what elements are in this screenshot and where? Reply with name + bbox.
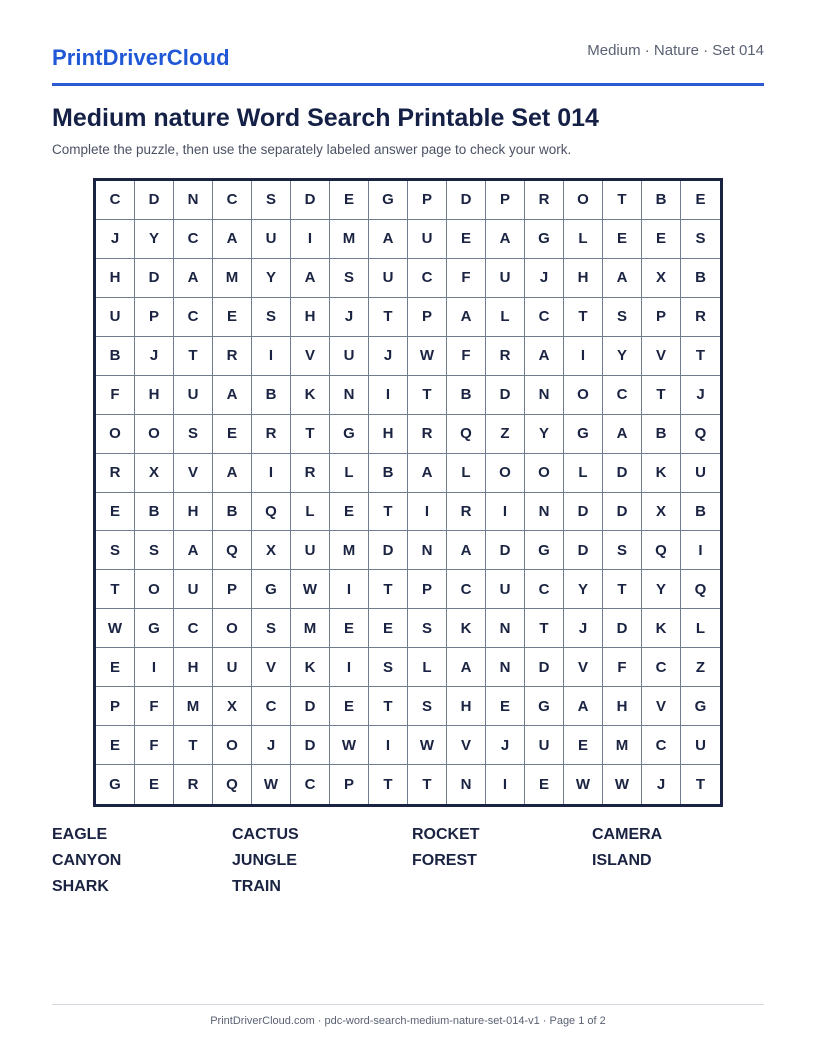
grid-cell: T xyxy=(369,298,408,337)
grid-cell: R xyxy=(486,337,525,376)
grid-cell: E xyxy=(330,609,369,648)
grid-cell: P xyxy=(642,298,681,337)
grid-cell: A xyxy=(564,687,603,726)
grid-cell: T xyxy=(525,609,564,648)
grid-cell: T xyxy=(96,570,135,609)
grid-cell: E xyxy=(642,220,681,259)
grid-cell: A xyxy=(525,337,564,376)
grid-cell: I xyxy=(291,220,330,259)
grid-cell: A xyxy=(603,259,642,298)
grid-cell: T xyxy=(291,415,330,454)
puzzle-meta: Medium · Nature · Set 014 xyxy=(587,42,764,59)
grid-cell: M xyxy=(603,726,642,765)
grid-cell: B xyxy=(252,376,291,415)
grid-cell: P xyxy=(486,181,525,220)
grid-cell: L xyxy=(564,220,603,259)
grid-cell: L xyxy=(408,648,447,687)
grid-cell: J xyxy=(369,337,408,376)
grid-cell: K xyxy=(447,609,486,648)
grid-cell: N xyxy=(447,765,486,804)
grid-cell: R xyxy=(447,493,486,532)
grid-cell: F xyxy=(135,726,174,765)
word-list-item: CACTUS xyxy=(232,826,299,843)
grid-cell: F xyxy=(603,648,642,687)
grid-cell: S xyxy=(408,687,447,726)
grid-cell: B xyxy=(213,493,252,532)
grid-cell: W xyxy=(408,337,447,376)
grid-cell: T xyxy=(603,570,642,609)
grid-cell: B xyxy=(642,181,681,220)
grid-cell: O xyxy=(525,454,564,493)
grid-cell: Q xyxy=(681,570,720,609)
grid-cell: Y xyxy=(252,259,291,298)
grid-cell: I xyxy=(369,376,408,415)
grid-cell: L xyxy=(447,454,486,493)
grid-cell: G xyxy=(525,220,564,259)
grid-cell: G xyxy=(96,765,135,804)
grid-cell: A xyxy=(603,415,642,454)
grid-cell: C xyxy=(291,765,330,804)
grid-cell: H xyxy=(603,687,642,726)
grid-cell: L xyxy=(486,298,525,337)
grid-cell: A xyxy=(447,648,486,687)
grid-cell: A xyxy=(174,531,213,570)
grid-cell: W xyxy=(603,765,642,804)
grid-cell: E xyxy=(330,687,369,726)
grid-cell: V xyxy=(642,687,681,726)
grid-cell: E xyxy=(330,493,369,532)
grid-cell: W xyxy=(564,765,603,804)
grid-cell: H xyxy=(174,648,213,687)
grid-cell: D xyxy=(291,726,330,765)
grid-cell: P xyxy=(135,298,174,337)
grid-cell: S xyxy=(135,531,174,570)
grid-cell: D xyxy=(369,531,408,570)
grid-cell: X xyxy=(252,531,291,570)
grid-cell: K xyxy=(291,648,330,687)
grid-cell: I xyxy=(408,493,447,532)
grid-cell: J xyxy=(486,726,525,765)
grid-cell: Y xyxy=(603,337,642,376)
grid-cell: S xyxy=(330,259,369,298)
grid-cell: N xyxy=(486,609,525,648)
grid-cell: A xyxy=(369,220,408,259)
grid-cell: U xyxy=(525,726,564,765)
grid-cell: O xyxy=(213,609,252,648)
grid-cell: T xyxy=(681,337,720,376)
grid-cell: T xyxy=(369,493,408,532)
grid-cell: D xyxy=(135,181,174,220)
grid-cell: R xyxy=(525,181,564,220)
grid-cell: X xyxy=(135,454,174,493)
grid-cell: U xyxy=(330,337,369,376)
grid-cell: L xyxy=(291,493,330,532)
grid-cell: N xyxy=(408,531,447,570)
grid-cell: B xyxy=(447,376,486,415)
grid-cell: J xyxy=(525,259,564,298)
grid-cell: O xyxy=(564,181,603,220)
grid-cell: Q xyxy=(447,415,486,454)
grid-cell: P xyxy=(96,687,135,726)
page-header xyxy=(52,36,764,86)
grid-cell: T xyxy=(408,376,447,415)
grid-cell: R xyxy=(174,765,213,804)
grid-cell: Z xyxy=(681,648,720,687)
grid-cell: O xyxy=(213,726,252,765)
grid-cell: J xyxy=(681,376,720,415)
grid-cell: G xyxy=(525,687,564,726)
grid-cell: S xyxy=(408,609,447,648)
grid-cell: E xyxy=(369,609,408,648)
grid-cell: R xyxy=(252,415,291,454)
grid-cell: K xyxy=(291,376,330,415)
grid-cell: G xyxy=(369,181,408,220)
word-list-item: TRAIN xyxy=(232,878,281,895)
word-list-item: EAGLE xyxy=(52,826,108,843)
grid-cell: J xyxy=(642,765,681,804)
word-list-item: SHARK xyxy=(52,878,109,895)
grid-cell: U xyxy=(369,259,408,298)
grid-cell: A xyxy=(174,259,213,298)
grid-cell: D xyxy=(603,454,642,493)
grid-cell: T xyxy=(603,181,642,220)
grid-cell: R xyxy=(96,454,135,493)
grid-cell: U xyxy=(291,531,330,570)
grid-cell: H xyxy=(96,259,135,298)
grid-cell: C xyxy=(213,181,252,220)
grid-cell: F xyxy=(135,687,174,726)
grid-cell: I xyxy=(681,531,720,570)
page-title: Medium nature Word Search Printable Set 014 xyxy=(52,104,599,132)
grid-cell: D xyxy=(486,531,525,570)
grid-cell: J xyxy=(252,726,291,765)
grid-cell: B xyxy=(135,493,174,532)
grid-cell: E xyxy=(213,298,252,337)
word-list xyxy=(52,825,772,903)
grid-cell: X xyxy=(642,493,681,532)
grid-cell: A xyxy=(447,298,486,337)
grid-cell: A xyxy=(486,220,525,259)
grid-cell: E xyxy=(213,415,252,454)
grid-cell: I xyxy=(486,493,525,532)
grid-cell: J xyxy=(135,337,174,376)
grid-cell: M xyxy=(291,609,330,648)
grid-cell: D xyxy=(486,376,525,415)
grid-cell: S xyxy=(96,531,135,570)
grid-cell: N xyxy=(525,493,564,532)
grid-cell: E xyxy=(330,181,369,220)
grid-cell: T xyxy=(369,687,408,726)
grid-cell: Y xyxy=(525,415,564,454)
grid-cell: L xyxy=(681,609,720,648)
grid-cell: O xyxy=(486,454,525,493)
grid-cell: M xyxy=(330,220,369,259)
grid-cell: I xyxy=(369,726,408,765)
grid-cell: E xyxy=(96,493,135,532)
grid-cell: H xyxy=(564,259,603,298)
grid-cell: A xyxy=(408,454,447,493)
grid-cell: D xyxy=(564,493,603,532)
grid-cell: E xyxy=(135,765,174,804)
grid-cell: T xyxy=(564,298,603,337)
grid-cell: E xyxy=(486,687,525,726)
grid-cell: A xyxy=(447,531,486,570)
grid-cell: D xyxy=(603,609,642,648)
grid-cell: G xyxy=(135,609,174,648)
grid-cell: Y xyxy=(642,570,681,609)
grid-cell: C xyxy=(252,687,291,726)
grid-cell: S xyxy=(252,298,291,337)
grid-cell: N xyxy=(330,376,369,415)
grid-cell: Q xyxy=(681,415,720,454)
word-list-item: CAMERA xyxy=(592,826,663,843)
grid-cell: D xyxy=(564,531,603,570)
grid-cell: O xyxy=(564,376,603,415)
grid-cell: R xyxy=(291,454,330,493)
grid-cell: Q xyxy=(642,531,681,570)
grid-cell: L xyxy=(564,454,603,493)
grid-cell: W xyxy=(291,570,330,609)
page-subtitle: Complete the puzzle, then use the separately labeled answer page to check your work. xyxy=(52,142,572,157)
word-list-item: ISLAND xyxy=(592,852,652,869)
grid-cell: K xyxy=(642,454,681,493)
word-list-item: FOREST xyxy=(412,852,477,869)
grid-cell: U xyxy=(681,454,720,493)
grid-cell: U xyxy=(408,220,447,259)
grid-cell: O xyxy=(135,570,174,609)
grid-cell: Q xyxy=(252,493,291,532)
grid-cell: I xyxy=(252,454,291,493)
grid-cell: U xyxy=(486,259,525,298)
grid-cell: A xyxy=(213,220,252,259)
grid-cell: I xyxy=(486,765,525,804)
grid-cell: H xyxy=(447,687,486,726)
grid-cell: P xyxy=(213,570,252,609)
grid-cell: F xyxy=(447,337,486,376)
grid-cell: W xyxy=(252,765,291,804)
grid-cell: S xyxy=(174,415,213,454)
grid-cell: V xyxy=(642,337,681,376)
grid-cell: P xyxy=(408,181,447,220)
grid-cell: G xyxy=(525,531,564,570)
grid-cell: Y xyxy=(135,220,174,259)
grid-cell: C xyxy=(642,726,681,765)
grid-cell: Q xyxy=(213,765,252,804)
grid-cell: U xyxy=(681,726,720,765)
grid-cell: O xyxy=(135,415,174,454)
grid-cell: E xyxy=(96,648,135,687)
grid-cell: W xyxy=(96,609,135,648)
grid-cell: E xyxy=(525,765,564,804)
grid-cell: V xyxy=(447,726,486,765)
grid-cell: E xyxy=(681,181,720,220)
grid-cell: T xyxy=(642,376,681,415)
grid-cell: H xyxy=(174,493,213,532)
grid-cell: S xyxy=(369,648,408,687)
grid-cell: E xyxy=(564,726,603,765)
grid-cell: I xyxy=(564,337,603,376)
grid-cell: O xyxy=(96,415,135,454)
grid-cell: A xyxy=(213,376,252,415)
grid-cell: H xyxy=(369,415,408,454)
grid-cell: K xyxy=(642,609,681,648)
grid-cell: Z xyxy=(486,415,525,454)
grid-cell: U xyxy=(174,570,213,609)
grid-cell: T xyxy=(408,765,447,804)
grid-cell: B xyxy=(681,493,720,532)
grid-cell: B xyxy=(681,259,720,298)
grid-cell: J xyxy=(330,298,369,337)
grid-cell: D xyxy=(291,687,330,726)
grid-cell: I xyxy=(330,648,369,687)
word-list-item: CANYON xyxy=(52,852,122,869)
grid-cell: P xyxy=(408,298,447,337)
grid-cell: N xyxy=(486,648,525,687)
grid-cell: N xyxy=(174,181,213,220)
grid-cell: D xyxy=(525,648,564,687)
word-list-item: ROCKET xyxy=(412,826,480,843)
grid-cell: C xyxy=(408,259,447,298)
grid-cell: U xyxy=(486,570,525,609)
grid-cell: G xyxy=(330,415,369,454)
grid-cell: R xyxy=(213,337,252,376)
grid-cell: T xyxy=(174,337,213,376)
grid-cell: H xyxy=(291,298,330,337)
brand-logo-text: PrintDriverCloud xyxy=(52,45,230,70)
grid-cell: S xyxy=(252,609,291,648)
grid-cell: C xyxy=(525,298,564,337)
grid-cell: T xyxy=(369,765,408,804)
grid-cell: S xyxy=(603,298,642,337)
grid-cell: W xyxy=(408,726,447,765)
grid-cell: P xyxy=(330,765,369,804)
word-search-grid xyxy=(93,178,723,807)
grid-cell: T xyxy=(174,726,213,765)
grid-cell: C xyxy=(174,609,213,648)
grid-cell: R xyxy=(408,415,447,454)
grid-cell: R xyxy=(681,298,720,337)
grid-cell: S xyxy=(603,531,642,570)
grid-cell: N xyxy=(525,376,564,415)
grid-cell: U xyxy=(96,298,135,337)
grid-cell: S xyxy=(681,220,720,259)
grid-cell: M xyxy=(213,259,252,298)
grid-cell: J xyxy=(564,609,603,648)
grid-cell: I xyxy=(135,648,174,687)
grid-cell: D xyxy=(447,181,486,220)
grid-cell: D xyxy=(135,259,174,298)
grid-cell: B xyxy=(642,415,681,454)
page-footer: PrintDriverCloud.com · pdc-word-search-medium-nature-set-014-v1 · Page 1 of 2 xyxy=(52,1004,764,1027)
grid-cell: C xyxy=(447,570,486,609)
grid-cell: G xyxy=(252,570,291,609)
grid-cell: I xyxy=(252,337,291,376)
word-list-item: JUNGLE xyxy=(232,852,297,869)
grid-cell: M xyxy=(330,531,369,570)
grid-cell: S xyxy=(252,181,291,220)
grid-cell: V xyxy=(564,648,603,687)
grid-cell: C xyxy=(603,376,642,415)
grid-cell: J xyxy=(96,220,135,259)
grid-cell: B xyxy=(96,337,135,376)
grid-cell: L xyxy=(330,454,369,493)
grid-cell: F xyxy=(96,376,135,415)
grid-cell: Y xyxy=(564,570,603,609)
grid-cell: F xyxy=(447,259,486,298)
grid-cell: U xyxy=(174,376,213,415)
grid-cell: V xyxy=(291,337,330,376)
grid-cell: C xyxy=(96,181,135,220)
grid-cell: I xyxy=(330,570,369,609)
grid-cell: X xyxy=(213,687,252,726)
grid-cell: B xyxy=(369,454,408,493)
grid-cell: A xyxy=(291,259,330,298)
grid-cell: V xyxy=(174,454,213,493)
grid-cell: W xyxy=(330,726,369,765)
grid-cell: U xyxy=(252,220,291,259)
grid-cell: T xyxy=(695,776,706,794)
grid-cell: V xyxy=(252,648,291,687)
grid-cell: G xyxy=(564,415,603,454)
grid-cell: C xyxy=(525,570,564,609)
grid-cell: E xyxy=(96,726,135,765)
grid-cell: A xyxy=(213,454,252,493)
grid-cell: X xyxy=(642,259,681,298)
grid-cell: C xyxy=(174,220,213,259)
grid-cell: P xyxy=(408,570,447,609)
grid-cell: G xyxy=(681,687,720,726)
grid-cell: D xyxy=(603,493,642,532)
grid-cell: C xyxy=(642,648,681,687)
grid-cell: D xyxy=(291,181,330,220)
grid-cell: U xyxy=(213,648,252,687)
grid-cell: M xyxy=(174,687,213,726)
grid-cell: E xyxy=(447,220,486,259)
grid-cell: C xyxy=(174,298,213,337)
grid-cell: H xyxy=(135,376,174,415)
grid-cell: T xyxy=(369,570,408,609)
grid-cell: Q xyxy=(213,531,252,570)
grid-cell: E xyxy=(603,220,642,259)
